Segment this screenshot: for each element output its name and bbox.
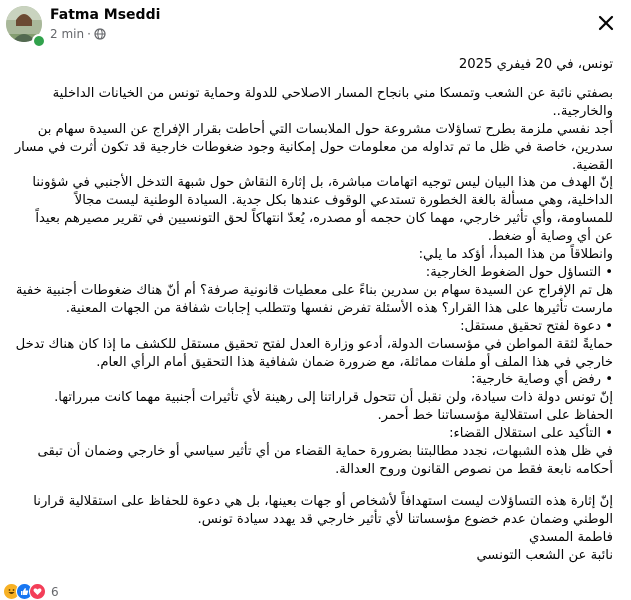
author-name[interactable]: Fatma Mseddi (50, 7, 161, 23)
section-3-title: • رفض أي وصاية خارجية: (471, 372, 613, 388)
reactions-summary[interactable] (3, 583, 59, 600)
section-1-title: • التساؤل حول الضغوط الخارجية: (425, 264, 613, 280)
post-paragraph-4: وانطلاقاً من هذا المبدأ، أؤكد ما يلي: (418, 247, 613, 263)
globe-icon[interactable] (94, 28, 106, 40)
reaction-count[interactable]: 6 (51, 584, 59, 599)
post-date-line: تونس، في 20 فيفري 2025 (458, 57, 613, 72)
post-paragraph-closing: إنّ إثارة هذه التساؤلات ليست استهدافاً لأشخاص أو جهات بعينها، بل هي دعوة للحفاظ على استقلالية قرارنا الوطني وضمان عدم خضوع مؤسساتنا لأي تأثير خارجي قد يهدد سيادة تونس. (33, 493, 613, 527)
meta-separator: · (87, 27, 91, 41)
post-paragraph-3: إنّ الهدف من هذا البيان ليس توجيه اتهامات مباشرة، بل إثارة النقاش حول شبهة التدخل الأجنبي في شؤوننا الداخلية، وهي مسألة بالغة الخطورة تستدعي الوقوف عندها بكل جدية. السيادة الوطنية ليست مجالاً للمساومة، وأي تأثير خارجي، مهما كان حجمه أو مصدره، يُعدّ انتهاكاً لحق التونسيين في تقرير مصيرهم بعيداً عن أي وصاية أو ضغط. (32, 175, 613, 245)
online-status-dot (32, 34, 46, 48)
post-header (0, 0, 631, 52)
section-2-body: حمايةً لثقة المواطن في مؤسسات الدولة، أدعو وزارة العدل لفتح تحقيق مستقل للكشف ما إذا كان هناك تدخل خارجي في هذا الملف أو ملفات مماثلة، مع ضرورة ضمان شفافية هذا التحقيق أمام الرأي العام. (15, 336, 613, 370)
section-1-body: هل تم الإفراج عن السيدة سهام بن سدرين بناءً على معطيات قانونية صرفة؟ أم أنّ هناك ضغوطات أجنبية خفية مارست تأثيرها على هذا القرار؟ هذه الأسئلة تفرض نفسها وتتطلب إجابات شفافة من الجهات المعنية. (15, 282, 613, 316)
timestamp[interactable]: 2 min (50, 27, 85, 41)
love-icon (29, 583, 46, 600)
post-body (14, 56, 613, 564)
post-paragraph-intro: بصفتي نائبة عن الشعب وتمسكا مني بانجاح المسار الاصلاحي للدولة وحماية تونس من الخيانات الداخلية والخارجية.. (52, 85, 613, 119)
section-4-title: • التأكيد على استقلال القضاء: (449, 426, 613, 442)
section-2-title: • دعوة لفتح تحقيق مستقل: (460, 318, 613, 334)
section-3-body: إنّ تونس دولة ذات سيادة، ولن نقبل أن تتحول قراراتنا إلى رهينة لأي تأثيرات أجنبية مهما كانت مبرراتها. الحفاظ على استقلالية مؤسساتنا خط أحمر. (54, 390, 613, 424)
section-4-body: في ظل هذه الشبهات، نجدد مطالبتنا بضرورة حماية القضاء من أي تأثير سياسي أو خارجي وضمان أن تبقى أحكامه نابعة فقط من نصوص القانون وروح العدالة. (37, 444, 613, 477)
post-meta (50, 27, 106, 41)
signature-name: فاطمة المسدي (528, 529, 613, 545)
close-icon[interactable] (595, 12, 617, 34)
signature-title: نائبة عن الشعب التونسي (476, 547, 613, 563)
post-paragraph-2: أجد نفسي ملزمة بطرح تساؤلات مشروعة حول الملابسات التي أحاطت بقرار الإفراج عن السيدة سهام بن سدرين، خاصة في ظل ما تم تداوله من معلومات حول إمكانية وجود ضغوطات خارجية قد تكون أثرت في مسار القضية. (14, 121, 613, 173)
